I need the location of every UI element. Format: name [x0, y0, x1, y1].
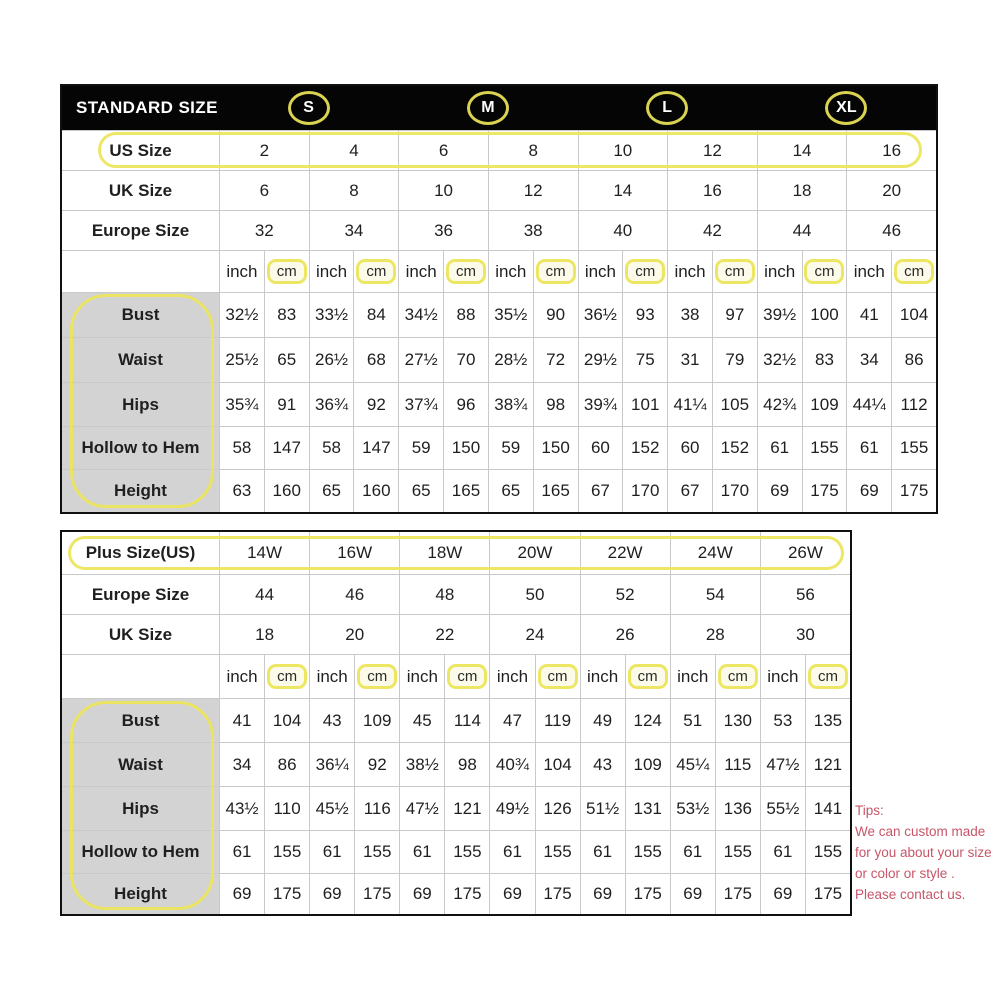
measure-value-cell: 61 [580, 831, 625, 873]
size-value-cell: 44 [757, 211, 847, 250]
size-value-cell: 2 [219, 131, 309, 170]
measure-value-cell: 61 [219, 831, 264, 873]
size-value-cell: 14W [219, 532, 309, 574]
measure-value-cell: 25½ [219, 338, 264, 382]
measure-row [62, 786, 850, 830]
measure-value-cell: 92 [353, 383, 398, 426]
measure-value-cell: 155 [264, 831, 309, 873]
measure-value-cell: 35¾ [219, 383, 264, 426]
size-value-cell: 36 [398, 211, 488, 250]
size-row-label: UK Size [108, 624, 173, 644]
cm-unit-cell [443, 251, 488, 292]
measure-row-label: Hollow to Hem [62, 427, 219, 469]
measure-row [62, 873, 850, 914]
measure-value-cell: 65 [309, 470, 354, 512]
cm-unit-cell [802, 251, 847, 292]
measure-value-cell: 155 [891, 427, 936, 469]
measure-row [62, 426, 936, 469]
inch-unit-cell: inch [760, 655, 805, 698]
size-value-cell: 42 [667, 211, 757, 250]
inch-unit-cell: inch [398, 251, 443, 292]
size-row [62, 614, 850, 654]
size-row-label: Europe Size [91, 220, 190, 240]
measure-value-cell: 69 [757, 470, 802, 512]
cm-unit-cell [264, 251, 309, 292]
measure-value-cell: 155 [805, 831, 850, 873]
cm-unit-cell [444, 655, 489, 698]
measure-value-cell: 75 [622, 338, 667, 382]
measure-value-cell: 96 [443, 383, 488, 426]
size-value-cell: 16W [309, 532, 399, 574]
measure-value-cell: 98 [533, 383, 578, 426]
inch-unit-cell: inch [667, 251, 712, 292]
measure-value-cell: 105 [712, 383, 757, 426]
measure-value-cell: 38 [667, 293, 712, 337]
tips-title: Tips: [855, 803, 884, 818]
measure-value-cell: 58 [309, 427, 354, 469]
tips-line: or color or style . [855, 866, 955, 881]
measure-value-cell: 27½ [398, 338, 443, 382]
measure-value-cell: 155 [535, 831, 580, 873]
measure-value-cell: 126 [535, 787, 580, 830]
measure-value-cell: 101 [622, 383, 667, 426]
measure-value-cell: 59 [398, 427, 443, 469]
plus-size-table [60, 530, 852, 916]
measure-value-cell: 69 [580, 874, 625, 914]
measure-value-cell: 43½ [219, 787, 264, 830]
size-value-cell: 10 [578, 131, 668, 170]
cm-unit-cell [264, 655, 309, 698]
size-value-cell: 12 [488, 171, 578, 210]
measure-value-cell: 45½ [309, 787, 354, 830]
size-row-label: UK Size [108, 180, 173, 200]
cm-highlight-badge: cm [536, 259, 576, 284]
measure-value-cell: 32½ [757, 338, 802, 382]
measure-value-cell: 175 [805, 874, 850, 914]
cm-highlight-badge: cm [356, 259, 396, 284]
inch-unit-cell: inch [219, 251, 264, 292]
measure-value-cell: 88 [443, 293, 488, 337]
measure-row [62, 382, 936, 426]
measure-value-cell: 131 [625, 787, 670, 830]
measure-value-cell: 86 [264, 743, 309, 786]
measure-row-label: Waist [62, 743, 219, 786]
size-value-cell: 50 [489, 575, 579, 614]
measure-value-cell: 98 [444, 743, 489, 786]
measure-value-cell: 104 [264, 699, 309, 742]
measure-value-cell: 51 [670, 699, 715, 742]
measure-value-cell: 69 [309, 874, 354, 914]
cm-highlight-badge: cm [715, 259, 755, 284]
measure-value-cell: 45 [399, 699, 444, 742]
measure-value-cell: 109 [802, 383, 847, 426]
measure-value-cell: 55½ [760, 787, 805, 830]
measure-row-label: Bust [62, 293, 219, 337]
size-row [62, 532, 850, 574]
measure-value-cell: 36¼ [309, 743, 354, 786]
measure-value-cell: 100 [802, 293, 847, 337]
size-value-cell: 14 [578, 171, 668, 210]
size-value-cell: 52 [580, 575, 670, 614]
measure-value-cell: 69 [670, 874, 715, 914]
measure-row-label: Height [62, 470, 219, 512]
measure-value-cell: 36¾ [309, 383, 354, 426]
measure-value-cell: 97 [712, 293, 757, 337]
size-value-cell: 44 [219, 575, 309, 614]
size-value-cell: 20 [846, 171, 936, 210]
measure-value-cell: 83 [802, 338, 847, 382]
measure-value-cell: 155 [354, 831, 399, 873]
table-header-row [62, 86, 936, 130]
measure-value-cell: 60 [667, 427, 712, 469]
measure-value-cell: 136 [715, 787, 760, 830]
size-value-cell: 38 [488, 211, 578, 250]
measure-value-cell: 67 [578, 470, 623, 512]
measure-value-cell: 104 [535, 743, 580, 786]
measure-value-cell: 63 [219, 470, 264, 512]
size-value-cell: 16 [667, 171, 757, 210]
size-value-cell: 32 [219, 211, 309, 250]
custom-made-tips [855, 800, 1000, 905]
measure-value-cell: 90 [533, 293, 578, 337]
measure-row [62, 830, 850, 873]
cm-unit-cell [533, 251, 578, 292]
size-value-cell: 30 [760, 615, 850, 654]
measure-value-cell: 47½ [760, 743, 805, 786]
cm-unit-cell [712, 251, 757, 292]
measure-row-label: Height [62, 874, 219, 914]
cm-highlight-badge: cm [628, 664, 668, 689]
measure-value-cell: 84 [353, 293, 398, 337]
measure-value-cell: 109 [354, 699, 399, 742]
size-value-cell: 10 [398, 171, 488, 210]
size-circle-xl: XL [825, 91, 867, 125]
measure-value-cell: 69 [846, 470, 891, 512]
measure-row [62, 742, 850, 786]
measure-value-cell: 83 [264, 293, 309, 337]
measure-value-cell: 91 [264, 383, 309, 426]
measure-value-cell: 45¼ [670, 743, 715, 786]
measure-value-cell: 61 [399, 831, 444, 873]
measure-value-cell: 175 [535, 874, 580, 914]
measure-value-cell: 175 [891, 470, 936, 512]
cm-highlight-badge: cm [447, 664, 487, 689]
measure-value-cell: 110 [264, 787, 309, 830]
measure-value-cell: 69 [489, 874, 534, 914]
inch-unit-cell: inch [309, 251, 354, 292]
cm-unit-cell [354, 655, 399, 698]
measure-row-label: Hips [62, 787, 219, 830]
measure-value-cell: 65 [264, 338, 309, 382]
cm-unit-cell [353, 251, 398, 292]
size-value-cell: 8 [488, 131, 578, 170]
size-row-label: Europe Size [91, 584, 190, 604]
measure-value-cell: 175 [802, 470, 847, 512]
size-value-cell: 46 [846, 211, 936, 250]
measure-value-cell: 31 [667, 338, 712, 382]
cm-unit-cell [715, 655, 760, 698]
cm-highlight-badge: cm [538, 664, 578, 689]
cm-unit-cell [891, 251, 936, 292]
measure-value-cell: 69 [399, 874, 444, 914]
cm-unit-cell [805, 655, 850, 698]
size-value-cell: 14 [757, 131, 847, 170]
cm-highlight-badge: cm [894, 259, 934, 284]
size-circle-s: S [288, 91, 330, 125]
measure-row [62, 469, 936, 512]
size-value-cell: 20 [309, 615, 399, 654]
measure-value-cell: 34½ [398, 293, 443, 337]
measure-value-cell: 37¾ [398, 383, 443, 426]
measure-value-cell: 61 [757, 427, 802, 469]
units-row [62, 654, 850, 698]
measure-value-cell: 175 [625, 874, 670, 914]
measure-value-cell: 68 [353, 338, 398, 382]
measure-value-cell: 104 [891, 293, 936, 337]
units-row-label [62, 655, 219, 698]
measure-value-cell: 42¾ [757, 383, 802, 426]
size-circle-m: M [467, 91, 509, 125]
measure-value-cell: 39½ [757, 293, 802, 337]
measure-value-cell: 115 [715, 743, 760, 786]
size-value-cell: 4 [309, 131, 399, 170]
measure-value-cell: 69 [760, 874, 805, 914]
size-value-cell: 26 [580, 615, 670, 654]
measure-value-cell: 147 [264, 427, 309, 469]
measure-value-cell: 155 [802, 427, 847, 469]
measure-value-cell: 109 [625, 743, 670, 786]
measure-value-cell: 43 [309, 699, 354, 742]
measure-value-cell: 60 [578, 427, 623, 469]
measure-value-cell: 93 [622, 293, 667, 337]
measure-value-cell: 65 [488, 470, 533, 512]
measure-value-cell: 41 [846, 293, 891, 337]
size-value-cell: 56 [760, 575, 850, 614]
tips-line: for you about your size [855, 845, 992, 860]
cm-highlight-badge: cm [357, 664, 397, 689]
inch-unit-cell: inch [580, 655, 625, 698]
measure-value-cell: 32½ [219, 293, 264, 337]
size-value-cell: 54 [670, 575, 760, 614]
measure-value-cell: 53½ [670, 787, 715, 830]
size-group-cell [398, 86, 577, 130]
size-row [62, 170, 936, 210]
measure-value-cell: 35½ [488, 293, 533, 337]
cm-highlight-badge: cm [808, 664, 848, 689]
measure-value-cell: 59 [488, 427, 533, 469]
inch-unit-cell: inch [757, 251, 802, 292]
measure-value-cell: 152 [712, 427, 757, 469]
measure-value-cell: 43 [580, 743, 625, 786]
inch-unit-cell: inch [219, 655, 264, 698]
measure-value-cell: 61 [846, 427, 891, 469]
size-group-cell [219, 86, 398, 130]
cm-highlight-badge: cm [267, 664, 307, 689]
size-value-cell: 18 [219, 615, 309, 654]
measure-value-cell: 79 [712, 338, 757, 382]
measure-value-cell: 61 [489, 831, 534, 873]
cm-unit-cell [622, 251, 667, 292]
standard-size-table [60, 84, 938, 514]
size-value-cell: 24W [670, 532, 760, 574]
units-row [62, 250, 936, 292]
cm-highlight-badge: cm [267, 259, 307, 284]
measure-value-cell: 160 [353, 470, 398, 512]
cm-highlight-badge: cm [718, 664, 758, 689]
measure-value-cell: 67 [667, 470, 712, 512]
size-value-cell: 18 [757, 171, 847, 210]
measure-value-cell: 155 [715, 831, 760, 873]
measure-value-cell: 155 [625, 831, 670, 873]
measure-value-cell: 29½ [578, 338, 623, 382]
size-row [62, 210, 936, 250]
size-group-cell [757, 86, 936, 130]
measure-value-cell: 72 [533, 338, 578, 382]
measure-value-cell: 114 [444, 699, 489, 742]
inch-unit-cell: inch [309, 655, 354, 698]
measure-value-cell: 40¾ [489, 743, 534, 786]
tips-line: Please contact us. [855, 887, 966, 902]
size-value-cell: 26W [760, 532, 850, 574]
cm-highlight-badge: cm [625, 259, 665, 284]
table-title: STANDARD SIZE [76, 98, 218, 117]
size-value-cell: 22W [580, 532, 670, 574]
size-value-cell: 48 [399, 575, 489, 614]
measure-value-cell: 69 [219, 874, 264, 914]
measure-value-cell: 51½ [580, 787, 625, 830]
measure-value-cell: 147 [353, 427, 398, 469]
measure-value-cell: 116 [354, 787, 399, 830]
size-row-label: Plus Size(US) [85, 543, 196, 562]
measure-value-cell: 36½ [578, 293, 623, 337]
size-row [62, 130, 936, 170]
size-value-cell: 28 [670, 615, 760, 654]
inch-unit-cell: inch [578, 251, 623, 292]
measure-row [62, 337, 936, 382]
size-value-cell: 6 [398, 131, 488, 170]
measure-value-cell: 61 [760, 831, 805, 873]
measure-value-cell: 121 [805, 743, 850, 786]
inch-unit-cell: inch [670, 655, 715, 698]
measure-value-cell: 135 [805, 699, 850, 742]
measure-value-cell: 44¼ [846, 383, 891, 426]
inch-unit-cell: inch [488, 251, 533, 292]
measure-value-cell: 130 [715, 699, 760, 742]
measure-value-cell: 41 [219, 699, 264, 742]
measure-value-cell: 70 [443, 338, 488, 382]
measure-value-cell: 141 [805, 787, 850, 830]
measure-row-label: Hollow to Hem [62, 831, 219, 873]
measure-value-cell: 121 [444, 787, 489, 830]
measure-value-cell: 26½ [309, 338, 354, 382]
measure-value-cell: 160 [264, 470, 309, 512]
measure-value-cell: 92 [354, 743, 399, 786]
measure-row [62, 292, 936, 337]
cm-unit-cell [625, 655, 670, 698]
size-value-cell: 34 [309, 211, 399, 250]
tips-line: We can custom made [855, 824, 986, 839]
size-row [62, 574, 850, 614]
measure-value-cell: 165 [443, 470, 488, 512]
measure-row-label: Waist [62, 338, 219, 382]
measure-value-cell: 49½ [489, 787, 534, 830]
measure-value-cell: 170 [622, 470, 667, 512]
measure-value-cell: 38½ [399, 743, 444, 786]
measure-value-cell: 65 [398, 470, 443, 512]
measure-value-cell: 170 [712, 470, 757, 512]
size-row-label: US Size [109, 140, 172, 160]
size-value-cell: 46 [309, 575, 399, 614]
measure-value-cell: 175 [715, 874, 760, 914]
size-value-cell: 40 [578, 211, 668, 250]
measure-value-cell: 34 [846, 338, 891, 382]
measure-value-cell: 152 [622, 427, 667, 469]
measure-value-cell: 47½ [399, 787, 444, 830]
measure-value-cell: 49 [580, 699, 625, 742]
inch-unit-cell: inch [846, 251, 891, 292]
cm-highlight-badge: cm [446, 259, 486, 284]
measure-value-cell: 119 [535, 699, 580, 742]
size-circle-l: L [646, 91, 688, 125]
measure-row [62, 698, 850, 742]
size-value-cell: 22 [399, 615, 489, 654]
cm-highlight-badge: cm [804, 259, 844, 284]
measure-value-cell: 39¾ [578, 383, 623, 426]
size-value-cell: 6 [219, 171, 309, 210]
size-value-cell: 16 [846, 131, 936, 170]
measure-row-label: Bust [62, 699, 219, 742]
measure-value-cell: 41¼ [667, 383, 712, 426]
measure-value-cell: 175 [354, 874, 399, 914]
size-value-cell: 20W [489, 532, 579, 574]
measure-value-cell: 38¾ [488, 383, 533, 426]
measure-value-cell: 112 [891, 383, 936, 426]
measure-value-cell: 175 [264, 874, 309, 914]
measure-value-cell: 53 [760, 699, 805, 742]
measure-value-cell: 155 [444, 831, 489, 873]
inch-unit-cell: inch [489, 655, 534, 698]
size-value-cell: 24 [489, 615, 579, 654]
size-value-cell: 8 [309, 171, 399, 210]
measure-value-cell: 33½ [309, 293, 354, 337]
units-row-label [62, 251, 219, 292]
measure-value-cell: 86 [891, 338, 936, 382]
size-value-cell: 18W [399, 532, 489, 574]
inch-unit-cell: inch [399, 655, 444, 698]
measure-value-cell: 150 [533, 427, 578, 469]
cm-unit-cell [535, 655, 580, 698]
measure-value-cell: 61 [670, 831, 715, 873]
measure-value-cell: 175 [444, 874, 489, 914]
measure-value-cell: 61 [309, 831, 354, 873]
measure-value-cell: 34 [219, 743, 264, 786]
measure-value-cell: 165 [533, 470, 578, 512]
measure-value-cell: 124 [625, 699, 670, 742]
size-group-cell [578, 86, 757, 130]
measure-row-label: Hips [62, 383, 219, 426]
measure-value-cell: 47 [489, 699, 534, 742]
measure-value-cell: 28½ [488, 338, 533, 382]
measure-value-cell: 58 [219, 427, 264, 469]
size-value-cell: 12 [667, 131, 757, 170]
measure-value-cell: 150 [443, 427, 488, 469]
